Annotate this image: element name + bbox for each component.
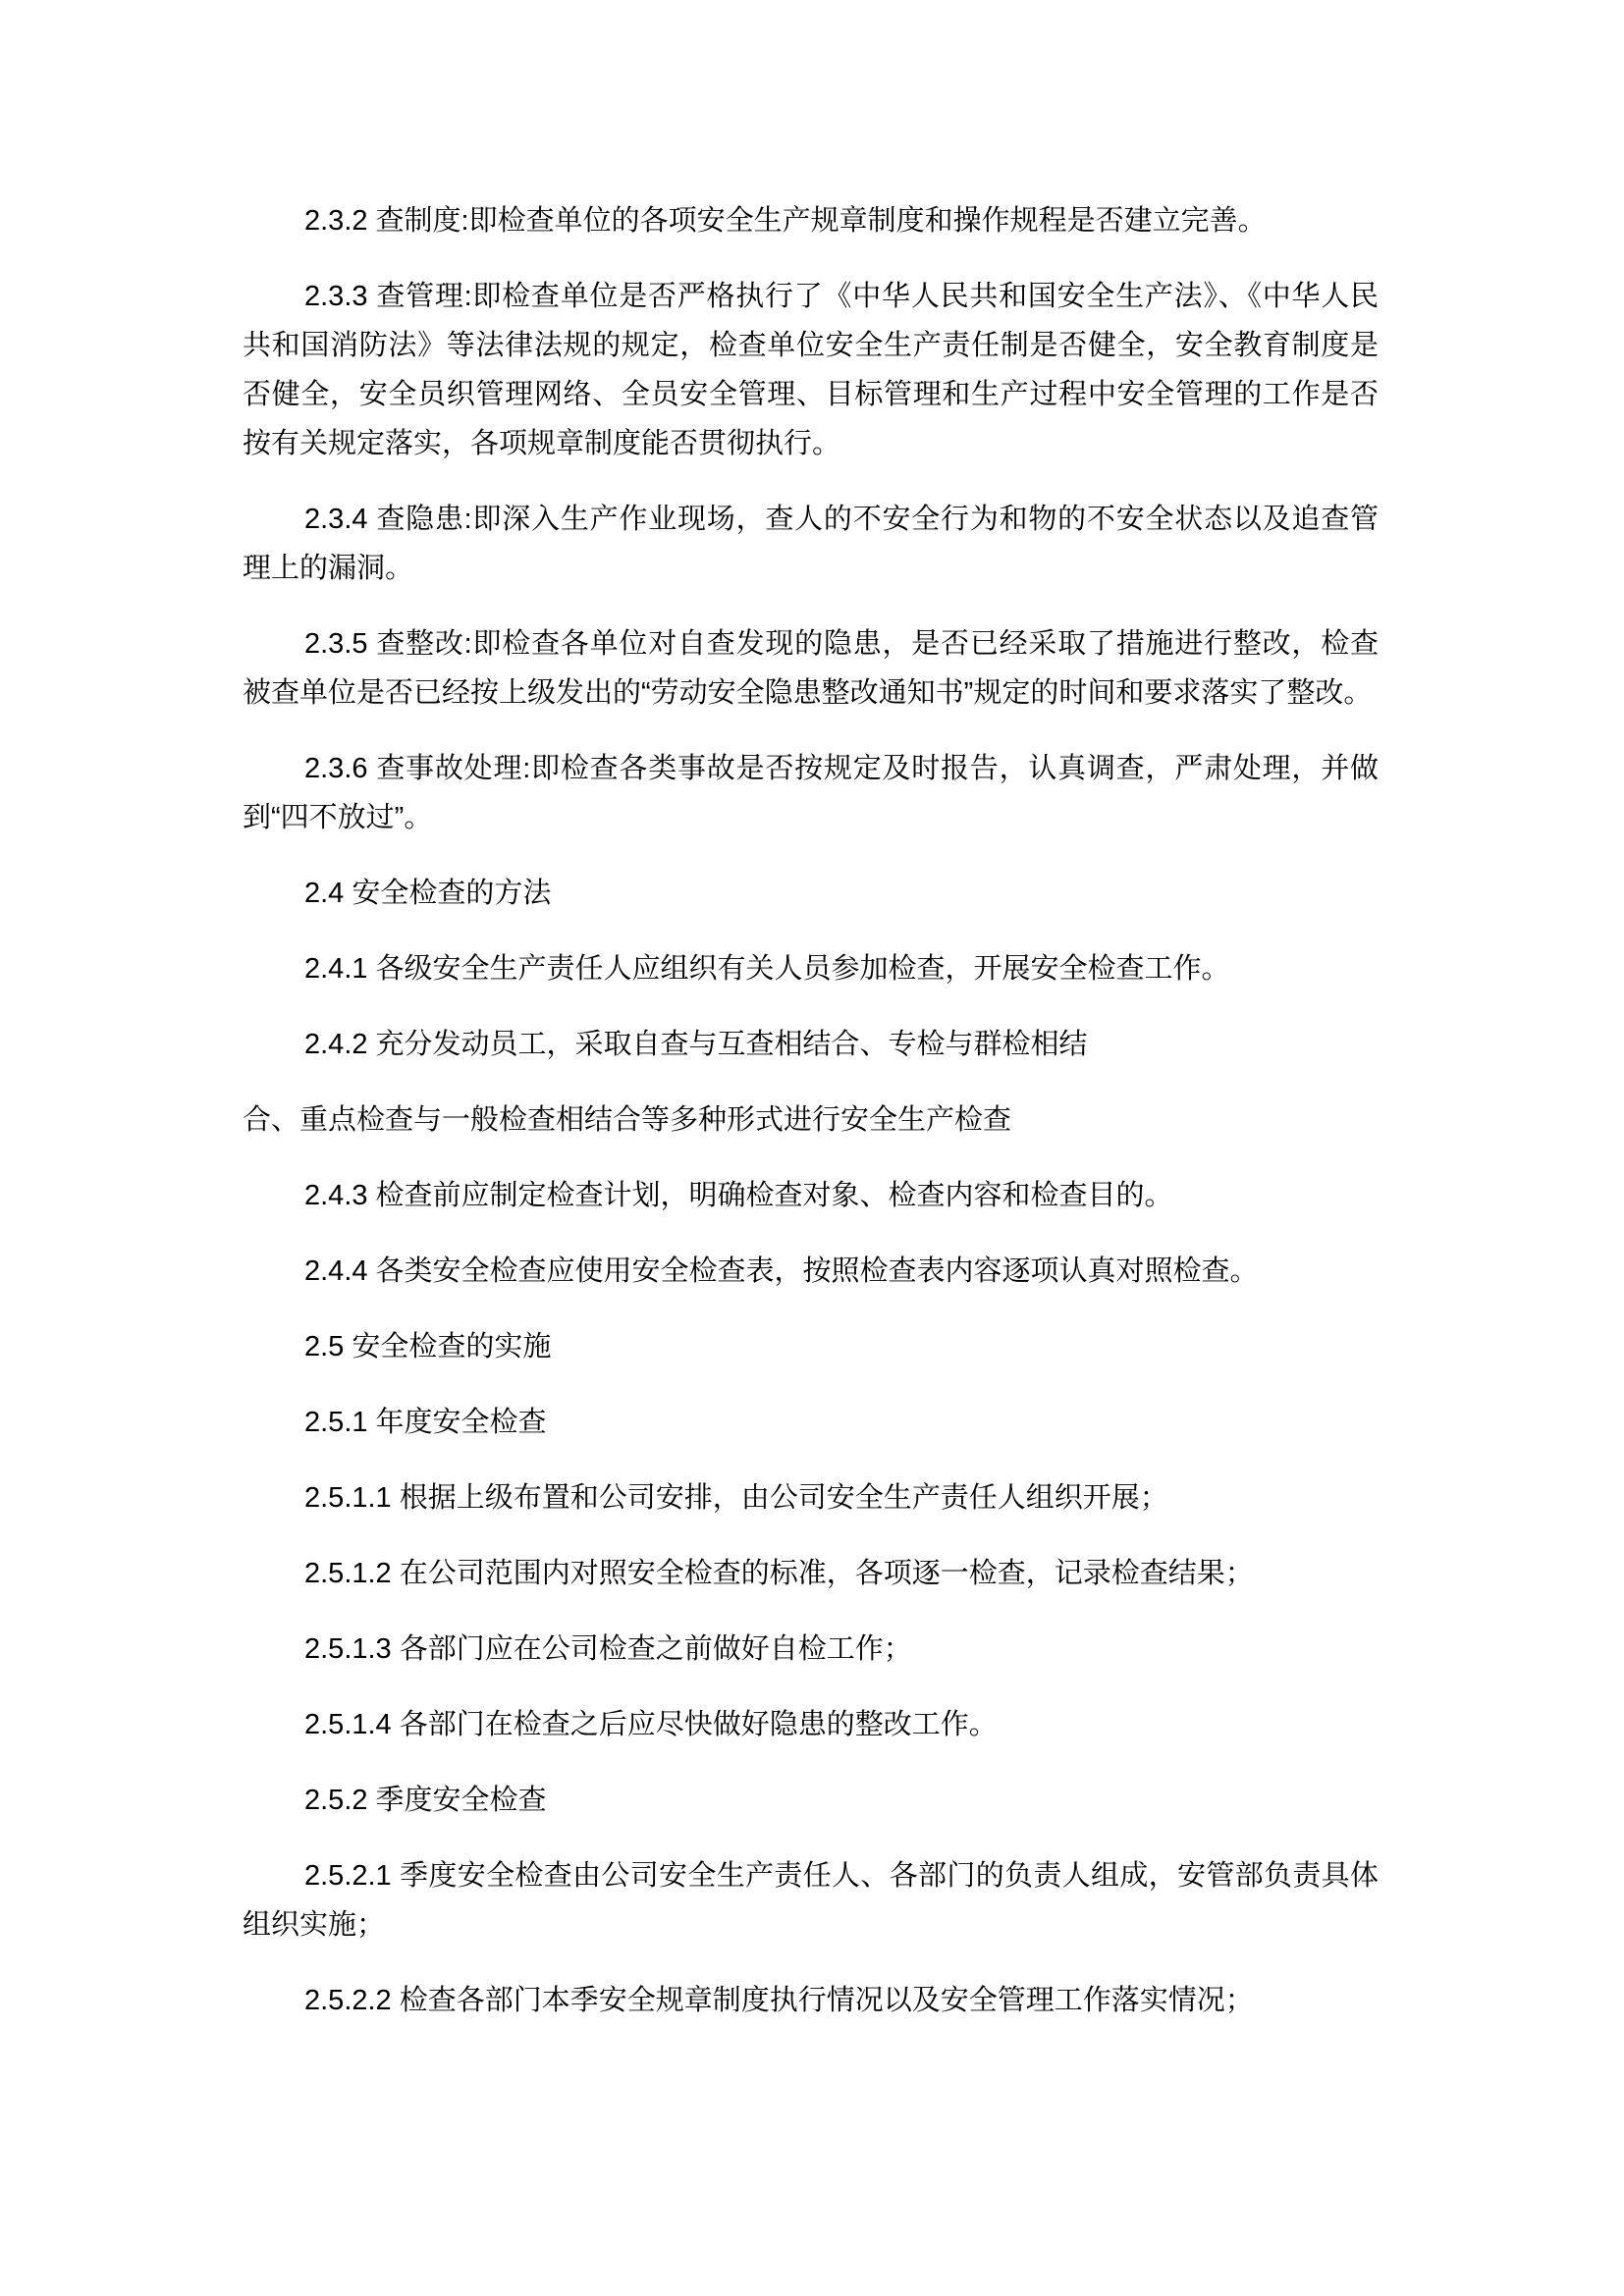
paragraph-2-4-2-continuation: 合、重点检查与一般检查相结合等多种形式进行安全生产检查 (243, 1104, 1012, 1136)
paragraph-2-4-1: 2.4.1 各级安全生产责任人应组织有关人员参加检查，开展安全检查工作。 (304, 953, 1230, 985)
paragraph-2-3-5: 2.3.5 查整改:即检查各单位对自查发现的隐患，是否已经采取了措施进行整改，检查被查单位是否已经按上级发出的“劳动安全隐患整改通知书”规定的时间和要求落实了整改。 (243, 628, 1379, 709)
paragraph-2-4-4: 2.4.4 各类安全检查应使用安全检查表，按照检查表内容逐项认真对照检查。 (304, 1255, 1259, 1287)
paragraph-2-5-1-1: 2.5.1.1 根据上级布置和公司安排，由公司安全生产责任人组织开展； (304, 1482, 1168, 1514)
paragraph-2-5-1-4: 2.5.1.4 各部门在检查之后应尽快做好隐患的整改工作。 (304, 1709, 998, 1740)
heading-2-5-2: 2.5.2 季度安全检查 (304, 1785, 547, 1816)
paragraph-2-3-6: 2.3.6 查事故处理:即检查各类事故是否按规定及时报告，认真调查，严肃处理，并做到“四不放过”。 (243, 753, 1379, 833)
paragraph-2-5-2-2: 2.5.2.2 检查各部门本季安全规章制度执行情况以及安全管理工作落实情况； (304, 1985, 1254, 2016)
paragraph-2-3-4: 2.3.4 查隐患:即深入生产作业现场，查人的不安全行为和物的不安全状态以及追查管理上的漏洞。 (243, 504, 1379, 584)
heading-2-5: 2.5 安全检查的实施 (304, 1331, 552, 1362)
paragraph-2-5-1-2: 2.5.1.2 在公司范围内对照安全检查的标准，各项逐一检查，记录检查结果； (304, 1558, 1254, 1589)
paragraph-2-5-2-1: 2.5.2.1 季度安全检查由公司安全生产责任人、各部门的负责人组成，安管部负责具体组织实施； (243, 1860, 1379, 1941)
paragraph-2-3-2: 2.3.2 查制度:即检查单位的各项安全生产规章制度和操作规程是否建立完善。 (304, 205, 1267, 237)
paragraph-2-3-3: 2.3.3 查管理:即检查单位是否严格执行了《中华人民共和国安全生产法》、《中华人民共和国消防法》等法律法规的规定，检查单位安全生产责任制是否健全，安全教育制度是否健全，安全员织管理网络、全员安全管理、目标管理和生产过程中安全管理的工作是否按有关规定落实，各项规章制度能否贯彻执行。 (243, 281, 1379, 459)
document-body (243, 196, 1379, 2025)
heading-2-5-1: 2.5.1 年度安全检查 (304, 1407, 547, 1438)
paragraph-2-5-1-3: 2.5.1.3 各部门应在公司检查之前做好自检工作； (304, 1633, 912, 1665)
paragraph-2-4-2: 2.4.2 充分发动员工，采取自查与互查相结合、专检与群检相结 (304, 1029, 1088, 1060)
heading-2-4: 2.4 安全检查的方法 (304, 878, 552, 909)
paragraph-2-4-3: 2.4.3 检查前应制定检查计划，明确检查对象、检查内容和检查目的。 (304, 1180, 1173, 1211)
